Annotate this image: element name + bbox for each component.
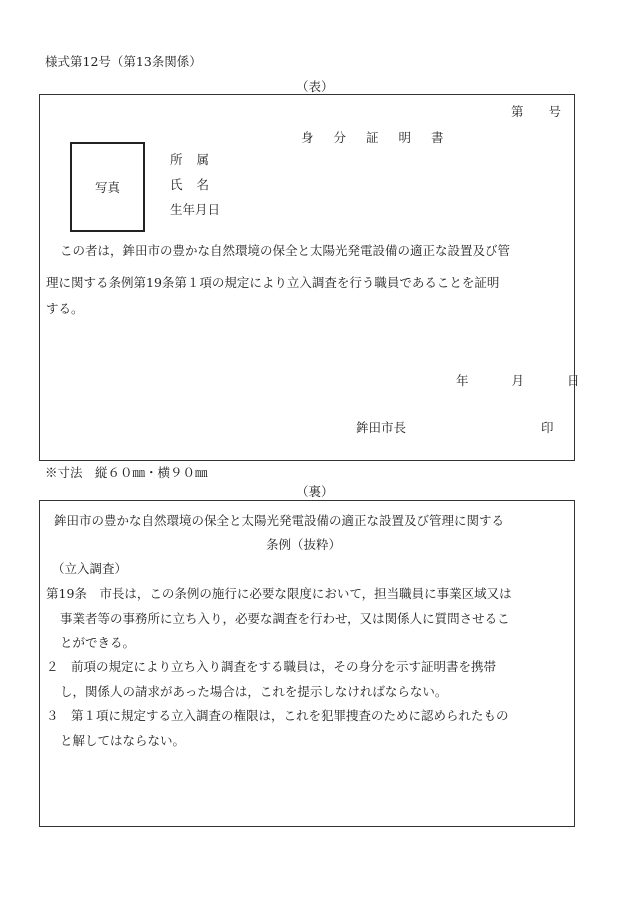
article-line: ２ 前項の規定により立ち入り調査をする職員は，その身分を示す証明書を携帯 <box>46 659 497 674</box>
front-card <box>39 94 586 461</box>
affiliation-label: 所属 <box>170 152 224 167</box>
certificate-body-line: この者は，鉾田市の豊かな自然環境の保全と太陽光発電設備の適正な設置及び管 <box>60 243 511 258</box>
photo-label: 写真 <box>94 180 120 195</box>
article-line: と解してはならない。 <box>60 733 186 748</box>
size-note: ※寸法 縦６０㎜・横９０㎜ <box>45 465 208 480</box>
certificate-body-line: する。 <box>46 301 84 316</box>
article-line: とができる。 <box>60 635 136 650</box>
ordinance-title-line: 鉾田市の豊かな自然環境の保全と太陽光発電設備の適正な設置及び管理に関する <box>54 513 505 528</box>
certificate-number-label: 第 号 <box>511 104 562 119</box>
certificate-title: 身分証明書 <box>301 130 464 145</box>
article-line: 事業者等の事務所に立ち入り，必要な調査を行わせ，又は関係人に質問させるこ <box>60 611 510 626</box>
front-side-label: （表） <box>296 79 334 94</box>
issuer-name: 鉾田市長 <box>356 420 407 435</box>
issue-date-line: 年 月 日 <box>456 373 586 388</box>
section-heading: （立入調査） <box>52 561 128 576</box>
article-line: し，関係人の請求があった場合は，これを提示しなければならない。 <box>60 684 448 699</box>
form-header: 様式第12号（第13条関係） <box>45 54 202 69</box>
seal-mark: 印 <box>541 420 554 435</box>
ordinance-title-line: 条例（抜粋） <box>266 537 342 552</box>
birth-date-label: 生年月日 <box>170 202 221 217</box>
back-side-label: （裏） <box>296 484 334 499</box>
name-label: 氏名 <box>170 177 224 192</box>
certificate-body-line: 理に関する条例第19条第１項の規定により立入調査を行う職員であることを証明 <box>46 275 500 290</box>
back-card <box>39 500 575 827</box>
article-line: 第19条 市長は，この条例の施行に必要な限度において，担当職員に事業区域又は <box>46 586 512 601</box>
photo-placeholder <box>70 142 145 232</box>
article-line: ３ 第１項に規定する立入調査の権限は，これを犯罪捜査のために認められたもの <box>46 708 509 723</box>
